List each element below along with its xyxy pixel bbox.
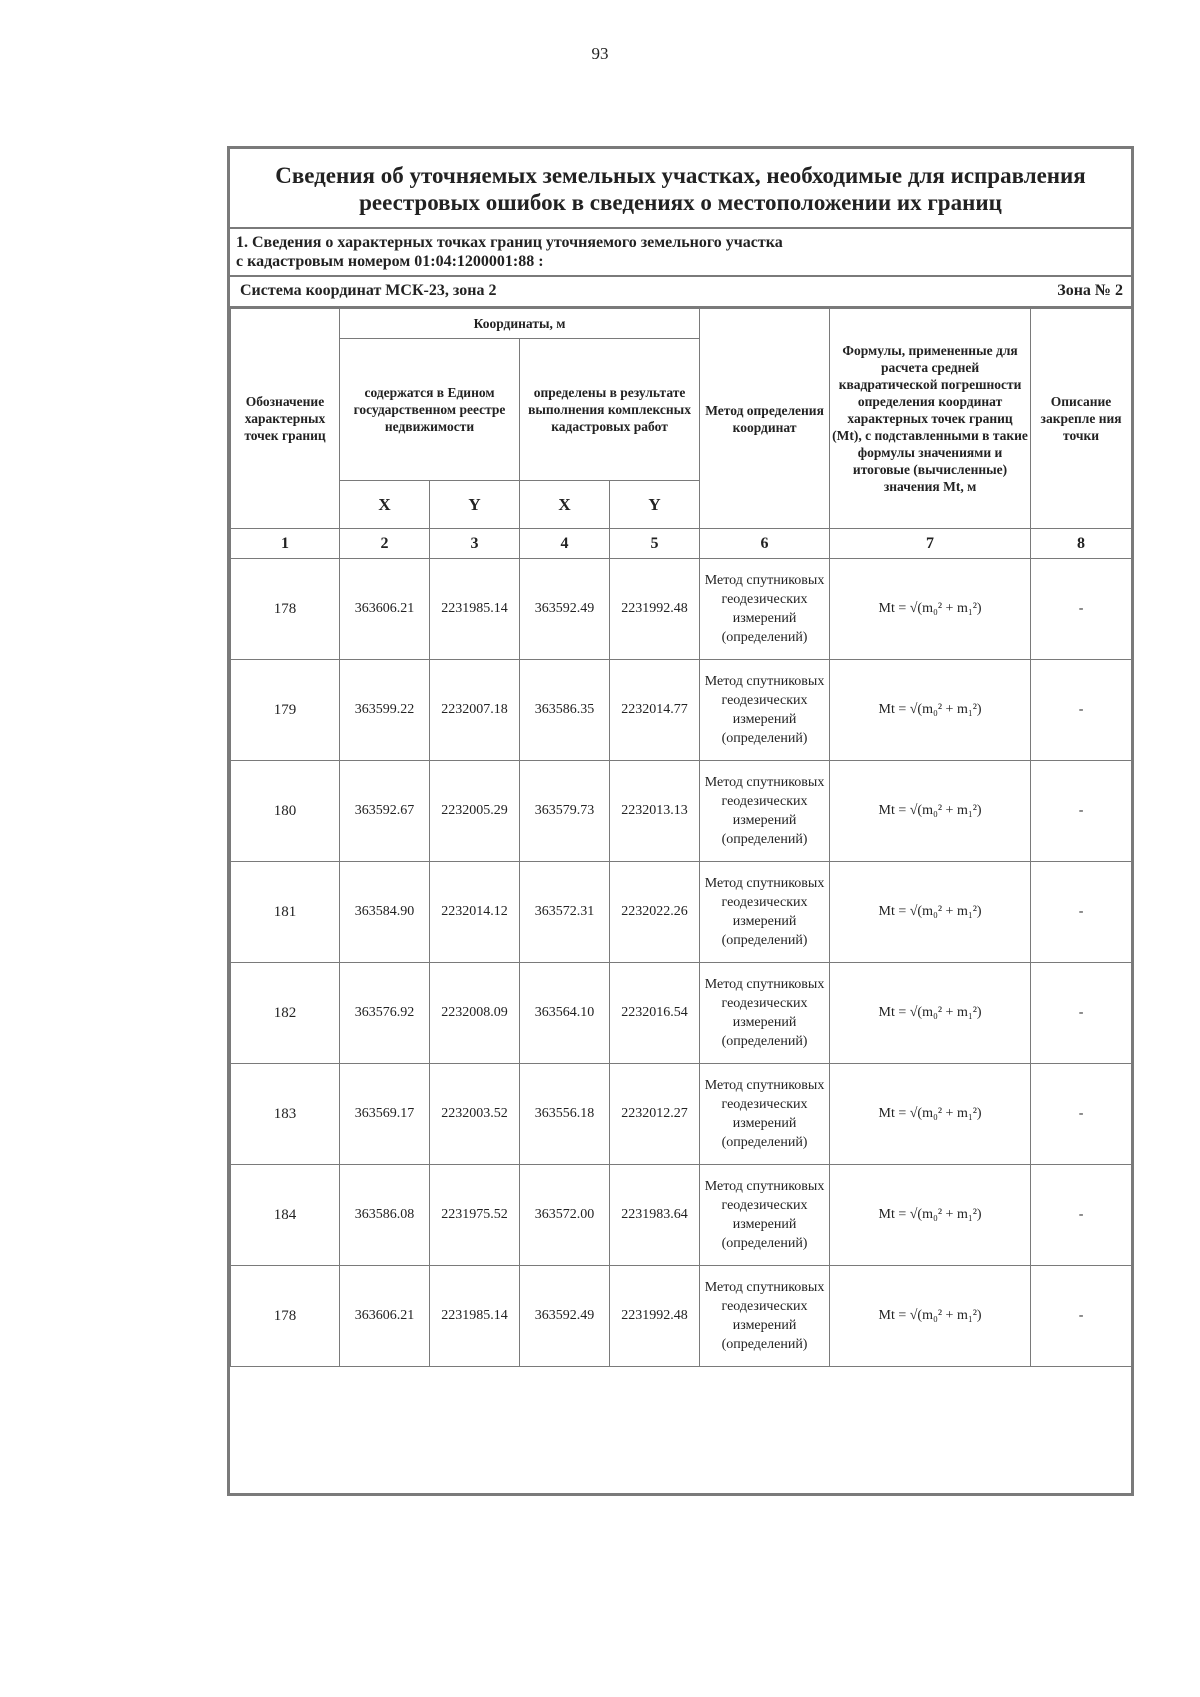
y-works-cell: 2232022.26 <box>610 862 700 963</box>
formula-cell: Mt = √(m₀² + m₁²) <box>830 1064 1031 1165</box>
header-description: Описание закрепле ния точки <box>1031 309 1132 529</box>
description-cell: - <box>1031 862 1132 963</box>
table-header <box>231 309 1132 559</box>
x-works-cell: 363586.35 <box>520 660 610 761</box>
table-row <box>231 862 1132 963</box>
table-row <box>231 1064 1132 1165</box>
y-egrn-cell: 2232014.12 <box>430 862 520 963</box>
x-egrn-cell: 363592.67 <box>340 761 430 862</box>
section-heading <box>230 229 1131 277</box>
formula-cell: Mt = √(m₀² + m₁²) <box>830 660 1031 761</box>
description-cell: - <box>1031 559 1132 660</box>
point-id: 184 <box>231 1165 340 1266</box>
y-egrn-cell: 2231985.14 <box>430 559 520 660</box>
column-number: 2 <box>340 529 430 559</box>
y-works-cell: 2231983.64 <box>610 1165 700 1266</box>
formula-cell: Mt = √(m₀² + m₁²) <box>830 1165 1031 1266</box>
coordinate-system-row <box>230 277 1131 308</box>
method-cell: Метод спутниковых геодезических измерений (определений) <box>700 559 830 660</box>
table-row <box>231 761 1132 862</box>
formula-cell: Mt = √(m₀² + m₁²) <box>830 963 1031 1064</box>
method-cell: Метод спутниковых геодезических измерений (определений) <box>700 862 830 963</box>
y-works-cell: 2231992.48 <box>610 559 700 660</box>
description-cell: - <box>1031 660 1132 761</box>
x-egrn-cell: 363584.90 <box>340 862 430 963</box>
page-number: 93 <box>591 44 609 63</box>
point-id: 180 <box>231 761 340 862</box>
x-egrn-cell: 363606.21 <box>340 1266 430 1367</box>
point-id: 181 <box>231 862 340 963</box>
x-works-cell: 363592.49 <box>520 1266 610 1367</box>
column-number: 7 <box>830 529 1031 559</box>
method-cell: Метод спутниковых геодезических измерений (определений) <box>700 1266 830 1367</box>
table-row <box>231 1165 1132 1266</box>
document-frame <box>227 146 1134 1496</box>
description-cell: - <box>1031 1266 1132 1367</box>
table-row <box>231 660 1132 761</box>
description-cell: - <box>1031 761 1132 862</box>
y-egrn-cell: 2232003.52 <box>430 1064 520 1165</box>
column-number: 3 <box>430 529 520 559</box>
header-coordinates: Координаты, м <box>340 309 700 339</box>
method-cell: Метод спутниковых геодезических измерений (определений) <box>700 1165 830 1266</box>
point-id: 179 <box>231 660 340 761</box>
y-egrn-cell: 2232005.29 <box>430 761 520 862</box>
column-number: 5 <box>610 529 700 559</box>
x-works-cell: 363564.10 <box>520 963 610 1064</box>
header-point: Обозначение характерных точек границ <box>231 309 340 529</box>
zone-label: Зона № 2 <box>1057 282 1123 299</box>
title-line-1: Сведения об уточняемых земельных участках, необходимые для исправления <box>275 163 1086 188</box>
method-cell: Метод спутниковых геодезических измерений (определений) <box>700 1064 830 1165</box>
header-egrn: содержатся в Едином государственном реестре недвижимости <box>340 339 520 481</box>
x-works-cell: 363579.73 <box>520 761 610 862</box>
table-row <box>231 1266 1132 1367</box>
column-number: 6 <box>700 529 830 559</box>
formula-cell: Mt = √(m₀² + m₁²) <box>830 761 1031 862</box>
formula-cell: Mt = √(m₀² + m₁²) <box>830 1266 1031 1367</box>
y-works-cell: 2232013.13 <box>610 761 700 862</box>
x-egrn-cell: 363606.21 <box>340 559 430 660</box>
point-id: 182 <box>231 963 340 1064</box>
point-id: 183 <box>231 1064 340 1165</box>
formula-cell: Mt = √(m₀² + m₁²) <box>830 559 1031 660</box>
header-x-works: X <box>520 481 610 529</box>
header-formula: Формулы, примененные для расчета средней квадратической погрешности определения координат характерных точек границ (Mt), с подставленными в такие формулы значениями и итоговые (вычисленные) значения Mt, м <box>830 309 1031 529</box>
point-id: 178 <box>231 559 340 660</box>
x-egrn-cell: 363569.17 <box>340 1064 430 1165</box>
x-egrn-cell: 363586.08 <box>340 1165 430 1266</box>
y-works-cell: 2232016.54 <box>610 963 700 1064</box>
header-x-egrn: X <box>340 481 430 529</box>
x-egrn-cell: 363576.92 <box>340 963 430 1064</box>
method-cell: Метод спутниковых геодезических измерений (определений) <box>700 660 830 761</box>
y-works-cell: 2232012.27 <box>610 1064 700 1165</box>
table-row <box>231 559 1132 660</box>
y-works-cell: 2231992.48 <box>610 1266 700 1367</box>
formula-cell: Mt = √(m₀² + m₁²) <box>830 862 1031 963</box>
x-egrn-cell: 363599.22 <box>340 660 430 761</box>
x-works-cell: 363556.18 <box>520 1064 610 1165</box>
column-number-row <box>231 529 1132 559</box>
x-works-cell: 363592.49 <box>520 559 610 660</box>
table-row <box>231 963 1132 1064</box>
column-number: 8 <box>1031 529 1132 559</box>
header-works: определены в результате выполнения комплексных кадастровых работ <box>520 339 700 481</box>
description-cell: - <box>1031 1165 1132 1266</box>
header-y-works: Y <box>610 481 700 529</box>
description-cell: - <box>1031 1064 1132 1165</box>
header-y-egrn: Y <box>430 481 520 529</box>
y-works-cell: 2232014.77 <box>610 660 700 761</box>
section-line-2: с кадастровым номером 01:04:1200001:88 : <box>236 253 544 270</box>
header-method: Метод определения координат <box>700 309 830 529</box>
point-id: 178 <box>231 1266 340 1367</box>
method-cell: Метод спутниковых геодезических измерений (определений) <box>700 963 830 1064</box>
column-number: 4 <box>520 529 610 559</box>
y-egrn-cell: 2232008.09 <box>430 963 520 1064</box>
method-cell: Метод спутниковых геодезических измерений (определений) <box>700 761 830 862</box>
x-works-cell: 363572.31 <box>520 862 610 963</box>
x-works-cell: 363572.00 <box>520 1165 610 1266</box>
y-egrn-cell: 2231985.14 <box>430 1266 520 1367</box>
section-line-1: 1. Сведения о характерных точках границ уточняемого земельного участка <box>236 234 783 251</box>
y-egrn-cell: 2232007.18 <box>430 660 520 761</box>
y-egrn-cell: 2231975.52 <box>430 1165 520 1266</box>
points-table <box>230 308 1132 1367</box>
title-line-2: реестровых ошибок в сведениях о местоположении их границ <box>359 190 1002 215</box>
document-title <box>230 149 1131 229</box>
column-number: 1 <box>231 529 340 559</box>
coordinate-system-label: Система координат МСК-23, зона 2 <box>240 282 497 299</box>
table-body <box>231 559 1132 1367</box>
description-cell: - <box>1031 963 1132 1064</box>
